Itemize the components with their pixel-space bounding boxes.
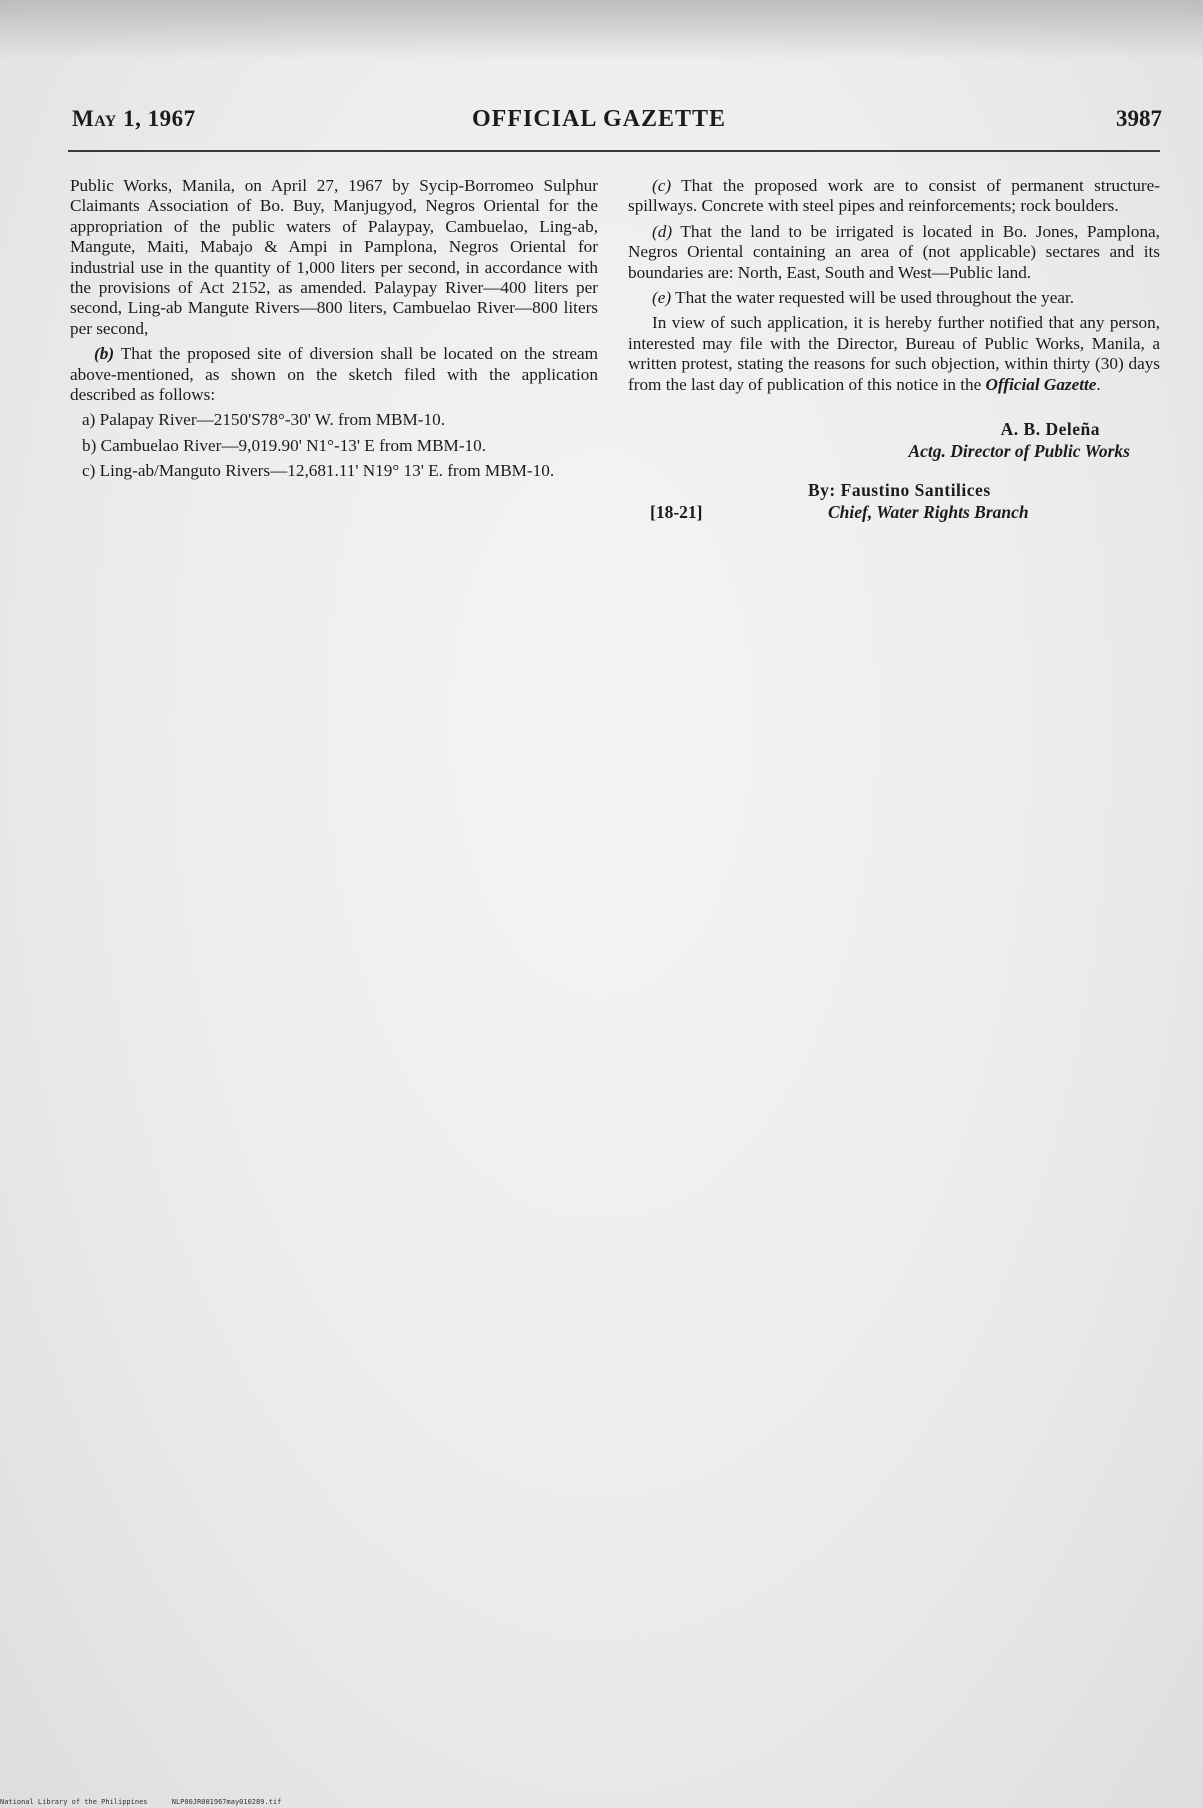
signatory-name: A. B. Deleña [1000,419,1100,440]
paragraph-notice [628,313,1160,395]
left-column [70,176,598,487]
paragraph-c-text: That the proposed work are to consist of permanent structure-spillways. Concrete with steel pipes and reinforcements; rock boulders. [628,176,1160,216]
paragraph-c [628,176,1160,217]
scan-edge-shadow [0,0,1203,60]
footer-file: NLP00JR001967may010289.tif [171,1798,282,1806]
header-rule [68,150,1160,152]
signatory-title: Actg. Director of Public Works [908,441,1130,462]
diversion-item-a: a) Palapay River—2150'S78°-30' W. from MBM-10. [82,410,445,430]
signature-block [628,480,1160,536]
header-page-number: 3987 [1116,106,1162,131]
right-column [628,176,1160,536]
header-date: May 1, 1967 [72,106,196,131]
paragraph-d-text: That the land to be irrigated is located in Bo. Jones, Pamplona, Negros Oriental containing an area of (not applicable) sectares and its boundaries are: North, East, South and West—Public land. [628,221,1160,282]
paragraph-d-label: (d) [652,221,673,241]
paragraph-e-label: (e) [652,288,672,308]
header-title: OFFICIAL GAZETTE [472,106,727,132]
paragraph-e [628,288,1160,308]
notice-code: [18-21] [650,501,703,522]
paragraph-e-text: That the water requested will be used throughout the year. [675,288,1075,308]
paragraph-b [70,344,598,405]
signatory-by: By: Faustino Santilices [808,479,991,500]
paragraph-application: Public Works, Manila, on April 27, 1967 by Sycip-Borromeo Sulphur Claimants Association of Bo. Buy, Manjugyod, Negros Oriental for the appropriation of the public waters of Palaypay, Cambuelao, Ling-ab, Mangute, Maiti, Mabajo & Ampi in Pamplona, Negros Oriental for industrial use in the quantity of 1,000 liters per second, in accordance with the provisions of Act 2152, as amended. Palaypay River—400 liters per second, Ling-ab Mangute Rivers—800 liters, Cambuelao River—800 liters per second, [70,176,598,338]
notice-end: . [1096,374,1101,394]
page-header [72,106,1162,146]
diversion-item-c: c) Ling-ab/Manguto Rivers—12,681.11' N19° 13' E. from MBM-10. [82,461,555,481]
diversion-item-b: b) Cambuelao River—9,019.90' N1°-13' E from MBM-10. [82,435,487,455]
paragraph-b-text: That the proposed site of diversion shall be located on the stream above-mentioned, as shown on the sketch filed with the application described as follows: [70,344,598,405]
signatory-chief: Chief, Water Rights Branch [828,501,1029,522]
scan-footer [0,1798,281,1806]
paragraph-d [628,222,1160,283]
notice-gazette-name: Official Gazette [985,374,1097,394]
paragraph-b-label: (b) [94,344,115,364]
footer-library: National Library of the Philippines [0,1798,148,1806]
paragraph-c-label: (c) [652,176,672,195]
notice-text: In view of such application, it is hereby further notified that any person, interested may file with the Director, Bureau of Public Works, Manila, a written protest, stating the reasons for such objection, within thirty (30) days from the last day of publication of this notice in the [628,313,1160,394]
